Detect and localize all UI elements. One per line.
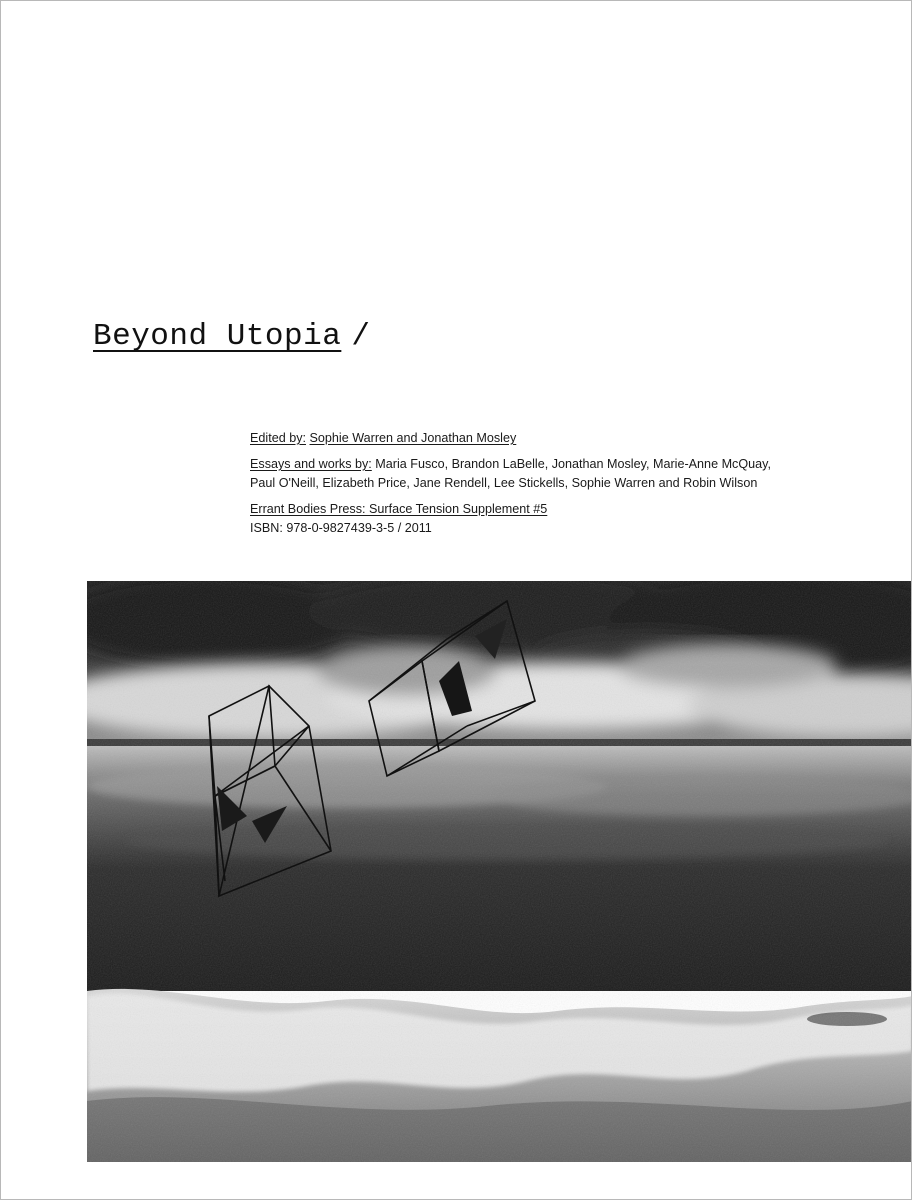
credits-block — [250, 429, 890, 545]
editors-line — [250, 429, 890, 448]
isbn-line: ISBN: 978-0-9827439-3-5 / 2011 — [250, 521, 432, 535]
title-slash: / — [351, 319, 370, 354]
book-title: Beyond Utopia — [93, 319, 342, 354]
editors-names: Sophie Warren and Jonathan Mosley — [309, 431, 517, 445]
series-line: Errant Bodies Press: Surface Tension Supplement #5 — [250, 502, 548, 516]
contributors-label: Essays and works by: — [250, 457, 372, 471]
publisher-block — [250, 500, 890, 538]
cover-photograph — [87, 581, 912, 1162]
contributors-line — [250, 455, 890, 493]
contributors-names-2: Paul O'Neill, Elizabeth Price, Jane Rendell, Lee Stickells, Sophie Warren and Robin Wilson — [250, 476, 758, 490]
title-block — [93, 319, 370, 354]
contributors-names-1: Maria Fusco, Brandon LaBelle, Jonathan Mosley, Marie-Anne McQuay, — [375, 457, 772, 471]
editors-label: Edited by: — [250, 431, 307, 445]
